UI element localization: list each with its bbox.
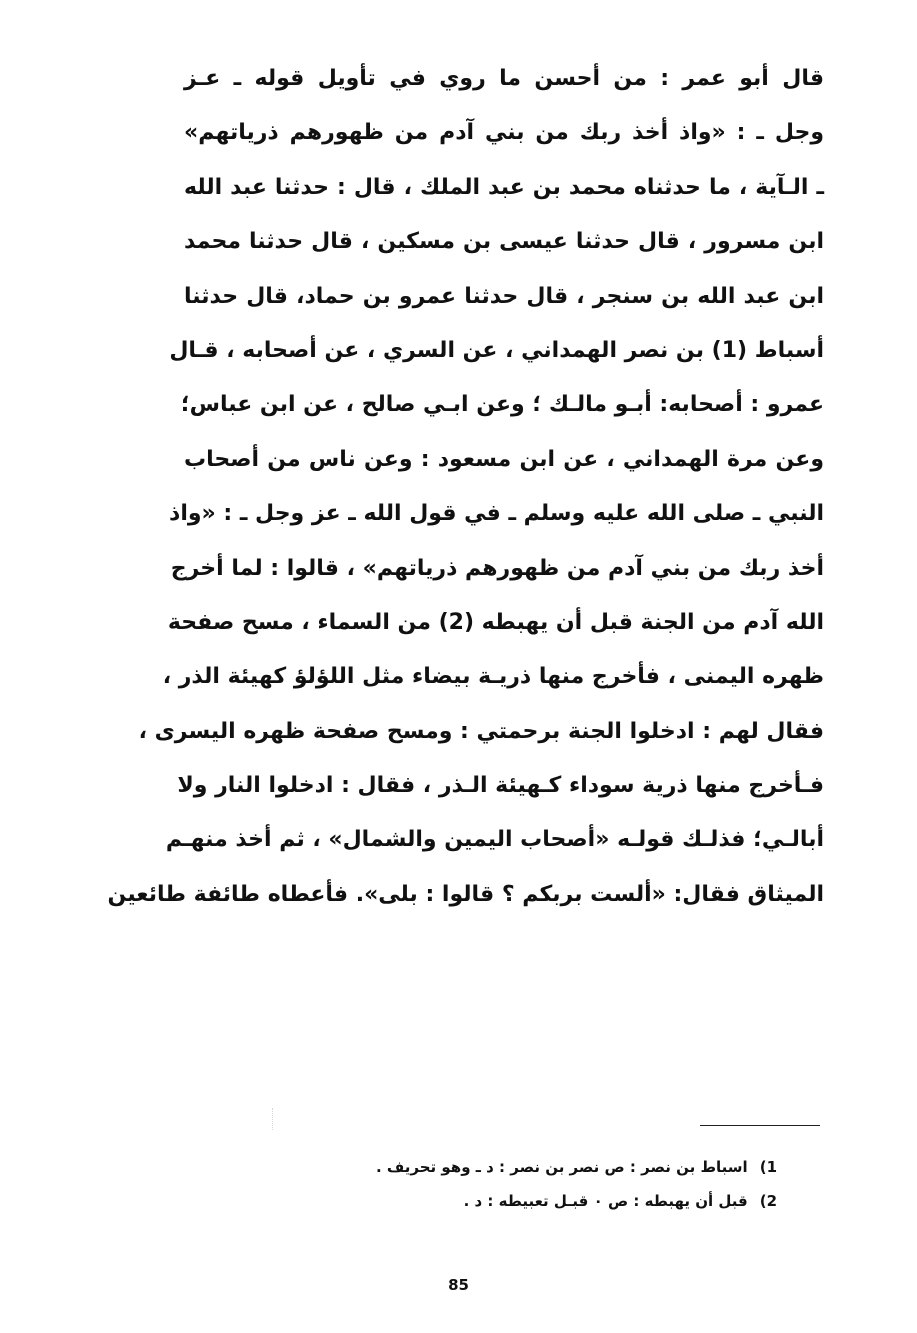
text-line: ـ الـآية ، ما حدثناه محمد بن عبد الملك ، قال : حدثنا عبد الله (184, 174, 824, 200)
text-line: فقال لهم : ادخلوا الجنة برحمتي : ومسح صفحة ظهره اليسرى ، (138, 718, 824, 744)
text-line: ابن مسرور ، قال حدثنا عيسى بن مسكين ، قال حدثنا محمد (184, 229, 824, 255)
footnote-item (217, 1150, 777, 1184)
text-line: أخذ ربك من بني آدم من ظهورهم ذرياتهم» ، قالوا : لما أخرج (170, 555, 824, 581)
text-line: ابن عبد الله بن سنجر ، قال حدثنا عمرو بن حماد، قال حدثنا (184, 283, 824, 309)
footnotes-block (217, 1150, 777, 1218)
footnote-number: 1) (759, 1158, 777, 1176)
scan-speck-decoration (272, 1108, 279, 1130)
page-number: 85 (448, 1276, 469, 1294)
text-line: عمرو : أصحابه: أبـو مالـك ؛ وعن ابـي صالح ، عن ابن عباس؛ (180, 392, 824, 418)
footnote-text: قبل أن يهبطه : ص ٠ قبـل تعبيطه : د . (463, 1192, 748, 1210)
text-line: النبي ـ صلى الله عليه وسلم ـ في قول الله ـ عز وجل ـ : «واذ (169, 501, 824, 527)
footnote-text: اسباط بن نصر : ص نصر بن نصر : د ـ وهو تحريف . (375, 1158, 748, 1176)
text-line: الميثاق فقال: «ألست بربكم ؟ قالوا : بلى». فأعطاه طائفة طائعين (107, 881, 824, 907)
text-line: ظهره اليمنى ، فأخرج منها ذريـة بيضاء مثل اللؤلؤ كهيئة الذر ، (162, 664, 824, 690)
main-text-block (107, 52, 824, 922)
text-line: الله آدم من الجنة قبل أن يهبطه (2) من السماء ، مسح صفحة (167, 609, 824, 635)
text-line: أبالـي؛ فذلـك قولـه «أصحاب اليمين والشمال» ، ثم أخذ منهـم (165, 827, 824, 853)
footnote-number: 2) (759, 1192, 777, 1210)
text-line: قال أبو عمر : من أحسن ما روي في تأويل قوله ـ عـز (184, 66, 824, 91)
text-line: فـأخرج منها ذرية سوداء كـهيئة الـذر ، فقال : ادخلوا النار ولا (177, 773, 824, 799)
footnote-separator (700, 1125, 820, 1126)
footnote-item (217, 1184, 777, 1218)
text-line: وعن مرة الهمداني ، عن ابن مسعود : وعن ناس من أصحاب (184, 446, 824, 472)
text-line: وجل ـ : «واذ أخذ ربك من بني آدم من ظهورهم ذرياتهم» (184, 120, 824, 146)
text-line: أسباط (1) بن نصر الهمداني ، عن السري ، عن أصحابه ، قـال (169, 337, 824, 363)
